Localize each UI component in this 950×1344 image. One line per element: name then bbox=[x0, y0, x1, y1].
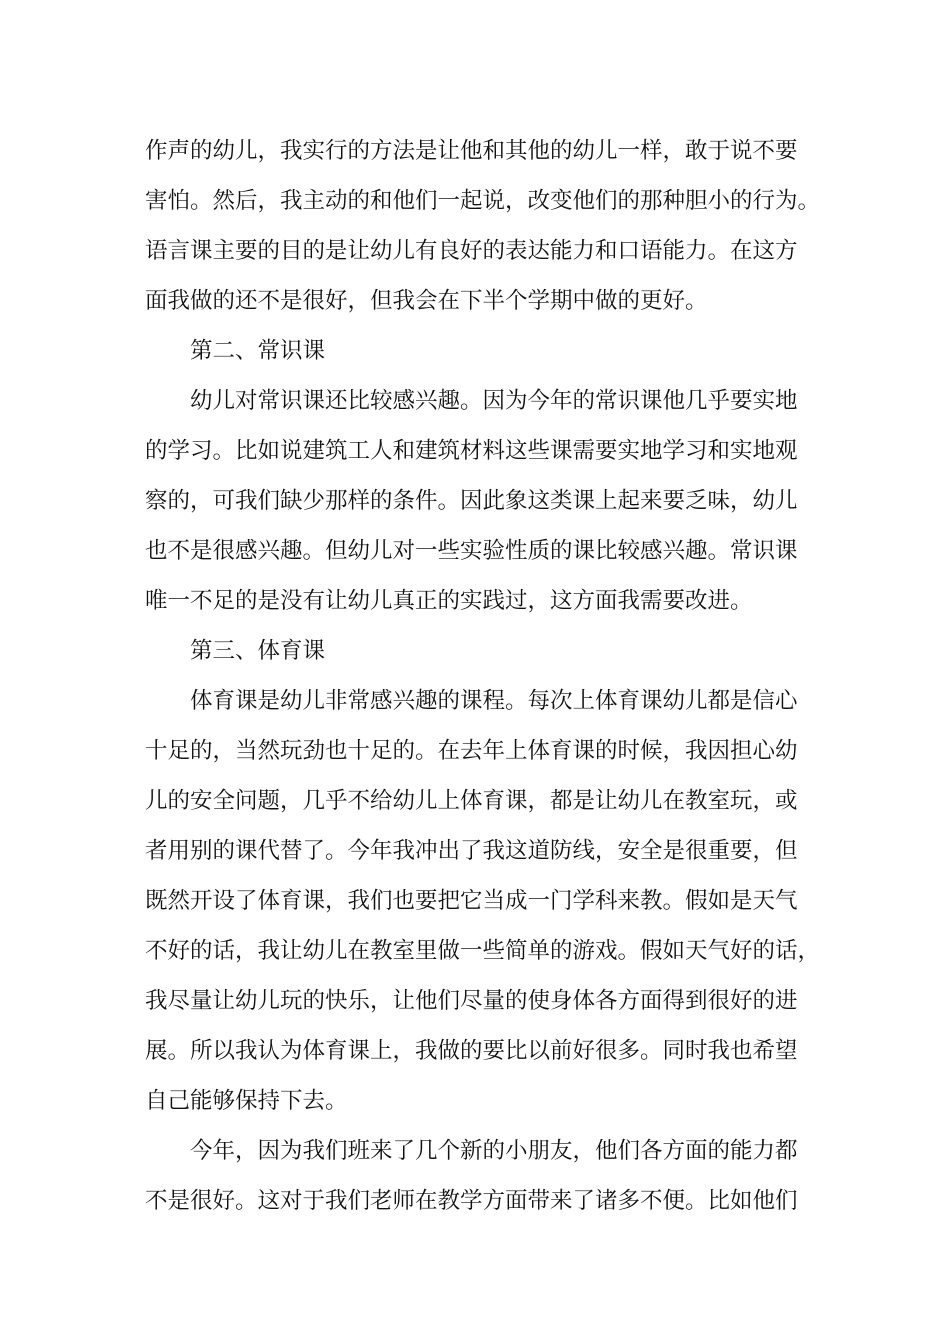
text-line: 害怕。然后，我主动的和他们一起说，改变他们的那种胆小的行为。 bbox=[145, 188, 821, 214]
text-line: 唯一不足的是没有让幼儿真正的实践过，这方面我需要改进。 bbox=[145, 588, 753, 614]
text-line: 既然开设了体育课，我们也要把它当成一门学科来教。假如是天气 bbox=[145, 888, 798, 914]
section-heading: 第三、体育课 bbox=[145, 638, 326, 664]
text-line: 今年，因为我们班来了几个新的小朋友，他们各方面的能力都 bbox=[145, 1138, 798, 1164]
text-line: 作声的幼儿，我实行的方法是让他和其他的幼儿一样，敢于说不要 bbox=[145, 138, 798, 164]
text-line: 幼儿对常识课还比较感兴趣。因为今年的常识课他几乎要实地 bbox=[145, 388, 798, 414]
text-line: 面我做的还不是很好，但我会在下半个学期中做的更好。 bbox=[145, 288, 708, 314]
text-line: 察的，可我们缺少那样的条件。因此象这类课上起来要乏味，幼儿 bbox=[145, 488, 798, 514]
text-line: 自己能够保持下去。 bbox=[145, 1088, 348, 1114]
section-heading: 第二、常识课 bbox=[145, 338, 326, 364]
text-line: 我尽量让幼儿玩的快乐，让他们尽量的使身体各方面得到很好的进 bbox=[145, 988, 798, 1014]
text-line: 语言课主要的目的是让幼儿有良好的表达能力和口语能力。在这方 bbox=[145, 238, 798, 264]
text-line: 的学习。比如说建筑工人和建筑材料这些课需要实地学习和实地观 bbox=[145, 438, 798, 464]
text-line: 体育课是幼儿非常感兴趣的课程。每次上体育课幼儿都是信心 bbox=[145, 688, 798, 714]
text-line: 展。所以我认为体育课上，我做的要比以前好很多。同时我也希望 bbox=[145, 1038, 798, 1064]
text-line: 十足的，当然玩劲也十足的。在去年上体育课的时候，我因担心幼 bbox=[145, 738, 798, 764]
text-line: 也不是很感兴趣。但幼儿对一些实验性质的课比较感兴趣。常识课 bbox=[145, 538, 798, 564]
text-line: 儿的安全问题，几乎不给幼儿上体育课，都是让幼儿在教室玩，或 bbox=[145, 788, 798, 814]
text-line: 者用别的课代替了。今年我冲出了我这道防线，安全是很重要，但 bbox=[145, 838, 798, 864]
text-line: 不好的话，我让幼儿在教室里做一些简单的游戏。假如天气好的话， bbox=[145, 938, 821, 964]
text-line: 不是很好。这对于我们老师在教学方面带来了诸多不便。比如他们 bbox=[145, 1188, 798, 1214]
